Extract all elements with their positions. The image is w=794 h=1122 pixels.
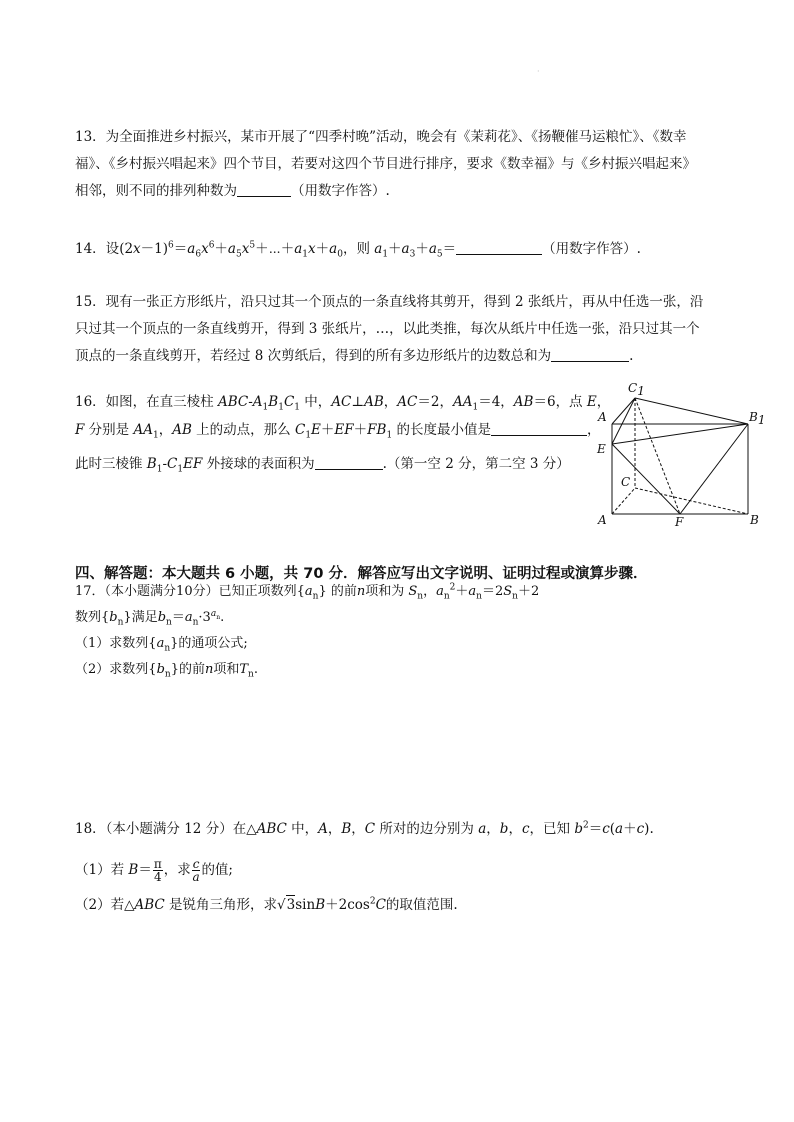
label-C: C <box>621 475 631 489</box>
seg-EB1 <box>612 424 748 444</box>
answer-blank-q16-2[interactable] <box>315 457 383 470</box>
section-4-heading: 四、解答题：本大题共 6 小题，共 70 分．解答应写出文字说明、证明过程或演算步骤． <box>75 566 648 582</box>
q17-part-1: （1）求数列$\{a_n\}$的通项公式; <box>75 636 248 654</box>
label-A1: A <box>598 410 607 424</box>
q18-part-2: （2）若△ABC 是锐角三角形，求$√3\sin B+2\cos^2C$的取值范围. <box>75 896 458 913</box>
fraction-pi-over-4: $\frac{\pi}{4}$ <box>153 857 162 884</box>
q15-line-2: 只过其一个顶点的一条直线剪开，得到 3 张纸片，…，以此类推，每次从纸片中任选一张，沿只过其一个 <box>75 321 700 337</box>
seg-FB1 <box>680 424 748 514</box>
q14-line: 14．设$(2x-1)^6=a_6x^6+a_5x^5+\cdots+a_1x+a_0$，则 $a_1+a_3+a_5=$ （用数字作答）. <box>75 240 641 260</box>
scan-dot: · <box>537 67 540 76</box>
q16-line-1: 16．如图，在直三棱柱 ABC-$A_1B_1C_1$ 中，AC⊥AB，AC＝2，$AA_1=4$，AB＝6，点 E， <box>75 394 611 413</box>
q16-line-2: F 分别是 $AA_1$，AB 上的动点，那么 $C_1E+EF+FB_1$ 的长度最小值是 ， <box>75 422 601 441</box>
q13-line-1: 13．为全面推进乡村振兴，某市开展了“四季村晚”活动，晚会有《茉莉花》、《扬鞭催马运粮忙》、《数幸 <box>75 129 687 145</box>
seg-C1F-hidden <box>635 398 680 514</box>
fraction-c-over-a: $\frac{c}{a}$ <box>192 857 200 884</box>
q17-line-1: 17．（本小题满分10分）已知正项数列$\{a_n\}$ 的前n项和为 $S_n$，$a_n^2+a_n=2S_n+2$ <box>75 582 540 602</box>
seg-C1E <box>612 398 635 444</box>
label-C1: C1 <box>628 381 645 398</box>
q17-line-2: 数列$\{b_n\}$满足$b_n=a_n\cdot 3^{a_n}$. <box>75 608 225 628</box>
q15-line-3: 顶点的一条直线剪开，若经过 8 次剪纸后，得到的所有多边形纸片的边数总和为 . <box>75 348 634 364</box>
label-E: E <box>597 442 606 456</box>
answer-blank-q13[interactable] <box>237 184 291 197</box>
q18-line-1: 18．（本小题满分 12 分）在△ABC 中，A，B，C 所对的边分别为 a，b，c，已知 $b^2=c(a+c)$. <box>75 820 654 837</box>
label-F: F <box>675 515 684 529</box>
q13-line-3: 相邻，则不同的排列种数为 （用数字作答）. <box>75 183 390 199</box>
q18-part-1: （1）若 B＝ $\frac{\pi}{4}$ ，求 $\frac{c}{a}$ 的值; <box>75 857 233 884</box>
prism-figure <box>590 374 770 534</box>
edge-CB-hidden <box>635 488 748 514</box>
answer-blank-q16-1[interactable] <box>491 423 587 436</box>
answer-blank-q15[interactable] <box>551 349 629 362</box>
label-A: A <box>598 513 607 527</box>
edge-AC-hidden <box>612 488 635 514</box>
q17-part-2: （2）求数列$\{b_n\}$的前n项和$T_n$. <box>75 662 258 680</box>
q16-line-3: 此时三棱锥 $B_1-C_1EF$ 外接球的表面积为 .（第一空 2 分，第二空 3 分） <box>75 456 570 475</box>
edge-C1B1 <box>635 398 748 424</box>
label-B1: B1 <box>749 410 766 427</box>
q13-line-2: 福》、《乡村振兴唱起来》四个节目，若要对这四个节目进行排序，要求《数幸福》与《乡村振兴唱起来》 <box>75 156 696 172</box>
label-B: B <box>750 513 759 527</box>
answer-blank-q14[interactable] <box>456 242 542 255</box>
q15-line-1: 15．现有一张正方形纸片，沿只过其一个顶点的一条直线将其剪开，得到 2 张纸片，再从中任选一张，沿 <box>75 294 704 310</box>
